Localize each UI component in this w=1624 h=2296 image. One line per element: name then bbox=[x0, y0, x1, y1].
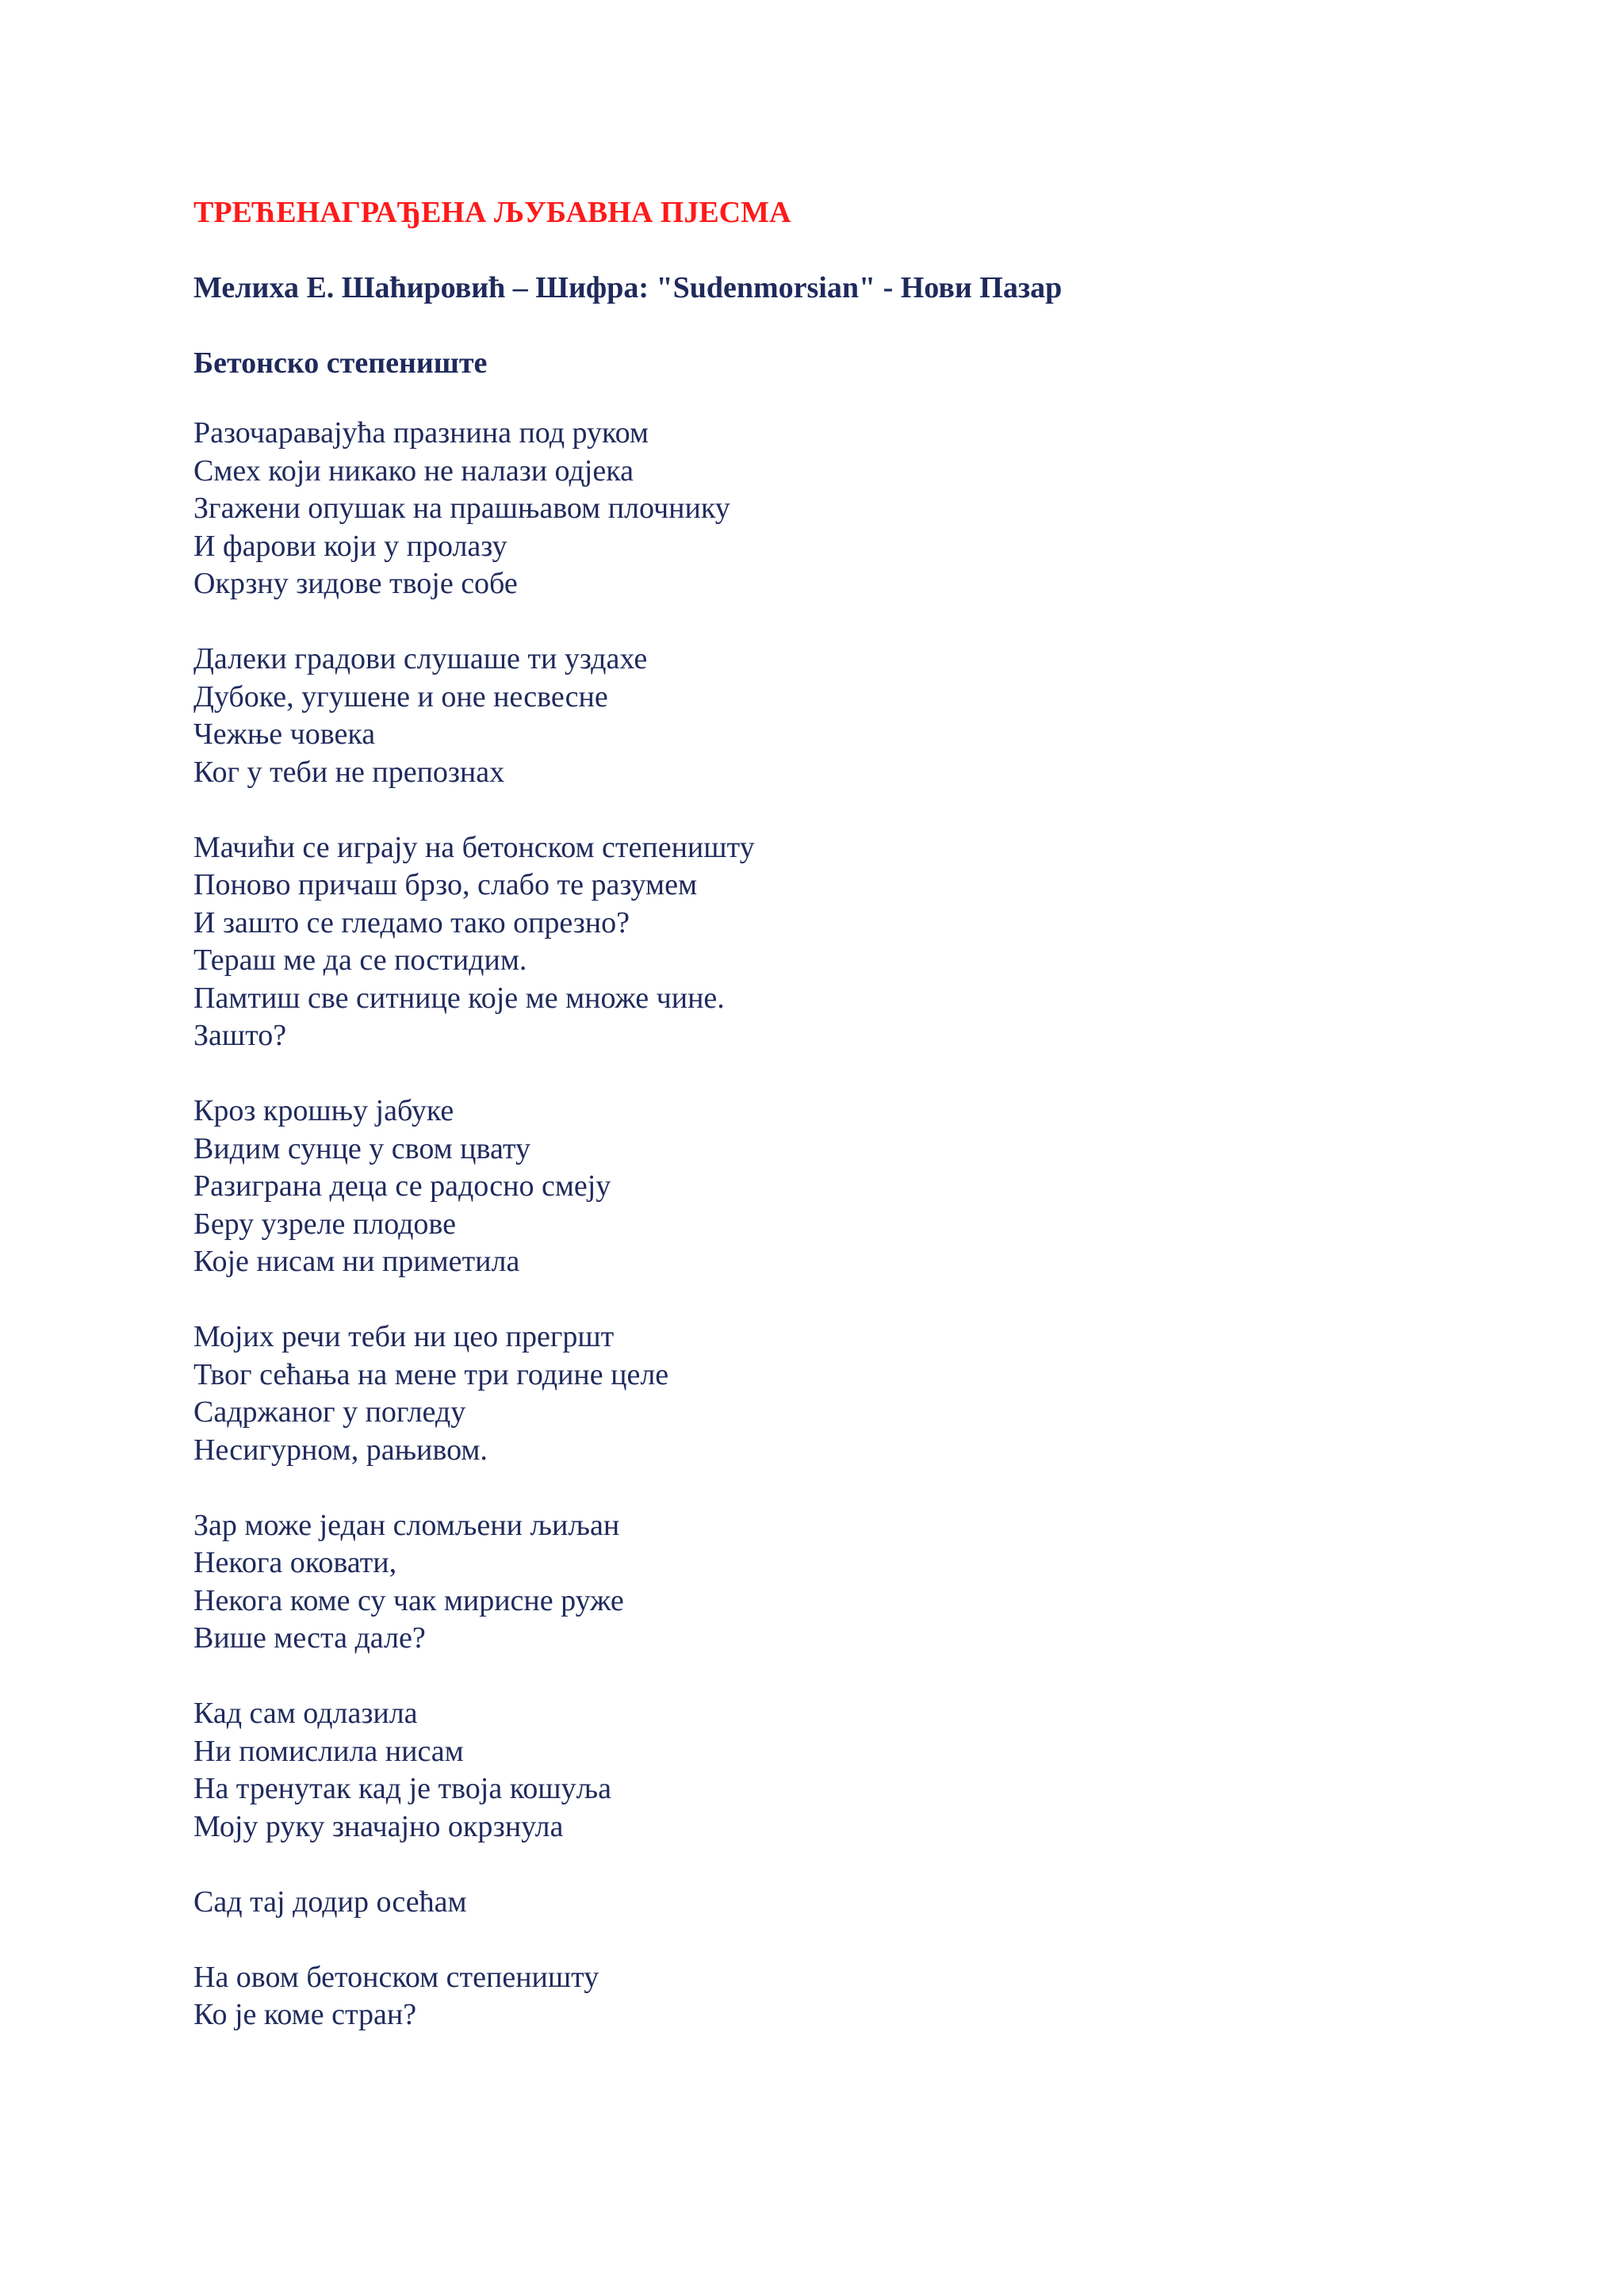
poem-line: Несигурном, рањивом. bbox=[193, 1433, 488, 1467]
poem-line: Зашто? bbox=[193, 1019, 287, 1052]
poem-line: Разочаравајућа празнина под руком bbox=[193, 416, 649, 450]
poem-line: И фарови који у пролазу bbox=[193, 529, 508, 563]
poem-line: Поново причаш брзо, слабо те разумем bbox=[193, 868, 697, 901]
poem-line: Памтиш све ситнице које ме множе чине. bbox=[193, 981, 725, 1015]
poem-line: Моју руку значајно окрзнула bbox=[193, 1809, 564, 1843]
poem-line: Некога коме су чак мирисне руже bbox=[193, 1583, 624, 1617]
poem-line: Које нисам ни приметила bbox=[193, 1245, 520, 1278]
stanza bbox=[193, 415, 1542, 603]
document-content bbox=[193, 189, 1542, 2072]
poem-line: Зар може један сломљени љиљан bbox=[193, 1508, 620, 1542]
poem-line: Чежње човека bbox=[193, 718, 376, 751]
poem-line: Разиграна деца се радосно смеју bbox=[193, 1169, 611, 1203]
poem-line: Мачићи се играју на бетонском степеништу bbox=[193, 830, 755, 864]
poem-line: Кроз крошњу јабуке bbox=[193, 1094, 454, 1127]
poem-line: Твог сећања на мене три године целе bbox=[193, 1357, 669, 1391]
poem-line: Садржаног у погледу bbox=[193, 1395, 466, 1429]
poem-line: И зашто се гледамо тако опрезно? bbox=[193, 905, 630, 939]
stanza bbox=[193, 1093, 1542, 1281]
poem-line: Видим сунце у свом цвату bbox=[193, 1131, 530, 1165]
poem-line: На тренутак кад је твоја кошуља bbox=[193, 1772, 611, 1805]
stanza bbox=[193, 1318, 1542, 1469]
poem-line: Беру узреле плодове bbox=[193, 1207, 457, 1241]
poem-line: На овом бетонском степеништу bbox=[193, 1960, 599, 1994]
stanza bbox=[193, 829, 1542, 1055]
stanza bbox=[193, 1507, 1542, 1658]
poem-line: Кад сам одлазила bbox=[193, 1697, 418, 1730]
poem-line: Мојих речи теби ни цео прегршт bbox=[193, 1320, 615, 1353]
poem-line: Далеки градови слушаше ти уздахе bbox=[193, 642, 648, 675]
poem-line: Окрзну зидове твоје собе bbox=[193, 567, 518, 600]
poem-line: Згажени опушак на прашњавом плочнику bbox=[193, 492, 730, 525]
poem-line: Више места дале? bbox=[193, 1621, 426, 1655]
poem-title: Бетонско степениште bbox=[193, 346, 488, 380]
stanza bbox=[193, 1959, 1542, 2034]
poem-line: Ни помислила нисам bbox=[193, 1734, 464, 1768]
poem-line: Сад тај додир осећам bbox=[193, 1885, 467, 1919]
poem-line: Смех који никако не налази одјека bbox=[193, 453, 634, 488]
stanza bbox=[193, 641, 1542, 791]
poem-line: Ко је коме стран? bbox=[193, 1998, 417, 2031]
award-heading: ТРЕЋЕНАГРАЂЕНА ЉУБАВНА ПЈЕСМА bbox=[193, 196, 791, 229]
poem-line: Дубоке, угушене и оне несвесне bbox=[193, 679, 608, 714]
author-line: Мелиха Е. Шаћировић – Шифра: "Sudenmorsian" - Нови Пазар bbox=[193, 271, 1063, 304]
stanza bbox=[193, 1884, 1542, 1922]
stanza bbox=[193, 1695, 1542, 1846]
poem-line: Некога оковати, bbox=[193, 1546, 397, 1579]
poem-line: Тераш ме да се постидим. bbox=[193, 943, 527, 977]
poem-line: Ког у теби не препознах bbox=[193, 755, 505, 789]
